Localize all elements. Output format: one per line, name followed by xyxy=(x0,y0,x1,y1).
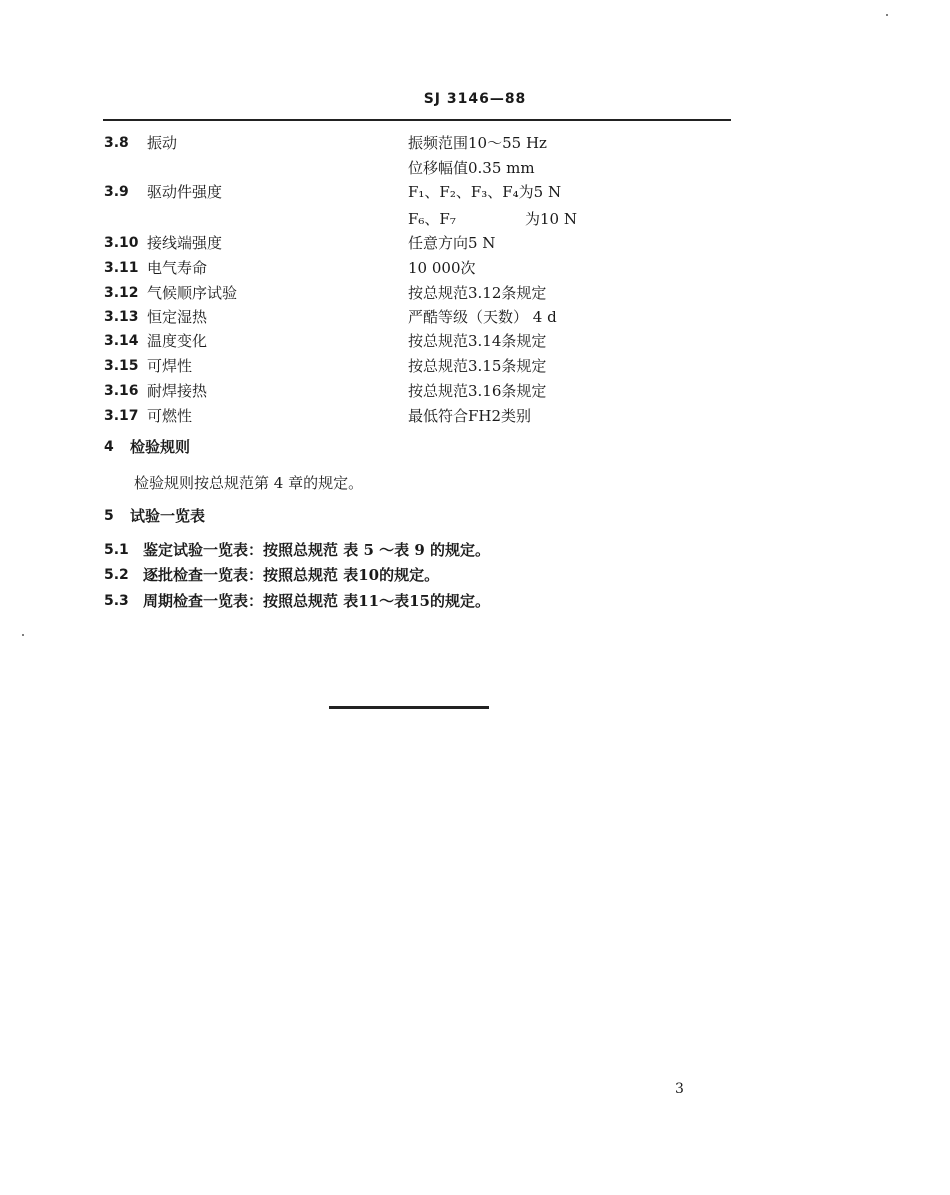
subsection-row xyxy=(0,589,950,613)
item-row xyxy=(0,305,950,329)
item-value: 位移幅值0.35 mm xyxy=(408,159,535,177)
end-of-document-rule xyxy=(329,706,489,709)
item-row xyxy=(0,404,950,428)
section-title: 检验规则 xyxy=(130,438,191,456)
item-title: 气候顺序试验 xyxy=(147,284,238,302)
item-title: 驱动件强度 xyxy=(147,183,223,201)
item-number: 3.15 xyxy=(104,358,139,374)
section-number: 5 xyxy=(104,508,114,524)
item-value: F₁、F₂、F₃、F₄为5 N xyxy=(408,183,562,201)
scan-speck xyxy=(886,14,888,16)
subsection-text: 逐批检查一览表：按照总规范 表10的规定。 xyxy=(143,566,440,584)
item-row xyxy=(0,379,950,403)
item-title: 温度变化 xyxy=(147,332,208,350)
item-title: 接线端强度 xyxy=(147,234,223,252)
item-value: 10 000次 xyxy=(408,259,476,277)
item-number: 3.14 xyxy=(104,333,139,349)
item-number: 3.9 xyxy=(104,184,129,200)
item-row xyxy=(0,354,950,378)
item-title: 振动 xyxy=(147,134,178,152)
item-row xyxy=(0,131,950,155)
item-row xyxy=(0,180,950,204)
item-value: 最低符合FH2类别 xyxy=(408,407,532,425)
item-number: 3.12 xyxy=(104,285,139,301)
item-row xyxy=(0,329,950,353)
item-value: 任意方向5 N xyxy=(408,234,496,252)
section-paragraph xyxy=(0,471,950,495)
item-number: 3.8 xyxy=(104,135,129,151)
item-value: 按总规范3.14条规定 xyxy=(408,332,547,350)
subsection-row xyxy=(0,563,950,587)
item-title: 耐焊接热 xyxy=(147,382,208,400)
subsection-number: 5.2 xyxy=(104,567,129,583)
item-number: 3.13 xyxy=(104,309,139,325)
section-heading xyxy=(0,504,950,528)
item-number: 3.11 xyxy=(104,260,139,276)
item-title: 恒定湿热 xyxy=(147,308,208,326)
item-title: 可燃性 xyxy=(147,407,193,425)
item-value: 严酷等级（天数） 4 d xyxy=(408,308,557,326)
section-number: 4 xyxy=(104,439,114,455)
item-number: 3.17 xyxy=(104,408,139,424)
section-heading xyxy=(0,435,950,459)
scan-speck xyxy=(22,634,24,636)
page-number: 3 xyxy=(675,1081,684,1097)
item-row xyxy=(0,256,950,280)
item-number: 3.10 xyxy=(104,235,139,251)
subsection-row xyxy=(0,538,950,562)
item-value: 按总规范3.16条规定 xyxy=(408,382,547,400)
item-title: 电气寿命 xyxy=(147,259,208,277)
item-value-secondary: 为10 N xyxy=(525,210,577,228)
header-rule xyxy=(103,119,731,121)
item-row xyxy=(0,231,950,255)
item-value: 按总规范3.15条规定 xyxy=(408,357,547,375)
paragraph-text: 检验规则按总规范第 4 章的规定。 xyxy=(134,474,364,492)
item-row xyxy=(0,156,950,180)
item-value: F₆、F₇ xyxy=(408,210,456,228)
item-value: 振频范围10～55 Hz xyxy=(408,134,547,152)
item-row xyxy=(0,281,950,305)
item-number: 3.16 xyxy=(104,383,139,399)
subsection-number: 5.3 xyxy=(104,593,129,609)
subsection-text: 周期检查一览表：按照总规范 表11～表15的规定。 xyxy=(143,592,490,610)
item-row xyxy=(0,207,950,231)
section-title: 试验一览表 xyxy=(130,507,206,525)
item-title: 可焊性 xyxy=(147,357,193,375)
subsection-number: 5.1 xyxy=(104,542,129,558)
item-value: 按总规范3.12条规定 xyxy=(408,284,547,302)
subsection-text: 鉴定试验一览表：按照总规范 表 5 ～表 9 的规定。 xyxy=(143,541,490,559)
document-code-header: SJ 3146—88 xyxy=(423,91,527,107)
